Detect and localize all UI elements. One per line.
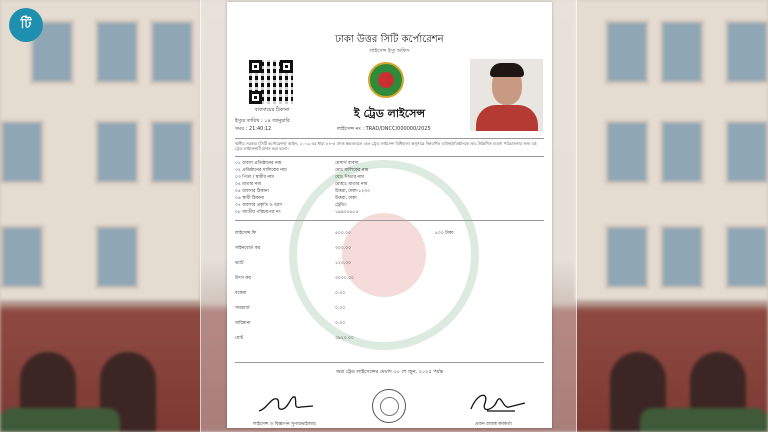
- info-row: [235, 202, 544, 209]
- fee-value: ১২০.০০: [335, 261, 352, 266]
- holder-photo: [470, 59, 543, 131]
- fee-label: মোট: [235, 336, 244, 341]
- issue-date: ইস্যুর তারিখ : ১৪ জানুয়ারি: [235, 118, 290, 124]
- info-label: ০২ প্রতিষ্ঠানের মালিকের নাম: [235, 168, 287, 173]
- fee-label: উৎস কর: [235, 276, 251, 281]
- fee-note: ৫০০ টাকা: [435, 231, 454, 236]
- trade-license-document: [227, 2, 552, 428]
- info-value: ট্রেডিং: [335, 203, 347, 208]
- issue-time: সময় : 21:40:12: [235, 126, 272, 132]
- fee-label: জরিমানা: [235, 321, 251, 326]
- fee-value: ৩০০.০০: [335, 246, 352, 251]
- fee-row: [235, 320, 544, 327]
- info-row: [235, 209, 544, 216]
- info-row: [235, 195, 544, 202]
- fee-value: ০.০০: [335, 321, 346, 326]
- fee-label: লাইসেন্স ফি: [235, 231, 257, 236]
- info-row: [235, 174, 544, 181]
- divider: [235, 156, 544, 157]
- divider: [235, 220, 544, 221]
- license-number: লাইসেন্স নং : TRAD/DNCC/000000/2025: [337, 126, 431, 132]
- fee-value: ০.০০: [335, 291, 346, 296]
- right-signature: [467, 389, 527, 417]
- fee-row: [235, 245, 544, 252]
- info-value: উত্তরা, ঢাকা-১২৩০: [335, 189, 370, 194]
- qr-code-icon: [249, 60, 293, 104]
- info-label: ০৫ ব্যবসার ঠিকানা: [235, 189, 269, 194]
- fee-value: ৩৯২০.০০: [335, 336, 354, 341]
- info-label: ০৭ ব্যবসার প্রকৃতি ও ধরণ: [235, 203, 282, 208]
- validity-text: অত্র ট্রেড লাইসেন্সের মেয়াদ ৩০ শে জুন, ২০২৫ পর্যন্ত: [336, 369, 443, 375]
- fee-label: সাইনবোর্ড কর: [235, 246, 261, 251]
- fee-row: [235, 335, 544, 342]
- info-value: মোঃ মালিকের নাম: [335, 168, 369, 173]
- official-seal-icon: [372, 389, 406, 423]
- divider: [235, 138, 544, 139]
- info-label: ০৪ মাতার নাম: [235, 182, 262, 187]
- left-signature-caption: লাইসেন্স ও বিজ্ঞাপন সুপারভাইজার: [253, 422, 316, 427]
- info-value: উত্তরা, ঢাকা: [335, 196, 357, 201]
- fee-row: [235, 230, 544, 237]
- info-label: ০১ ব্যবসা প্রতিষ্ঠানের নাম: [235, 161, 282, 166]
- fee-value: ০.০০: [335, 306, 346, 311]
- info-value: মোছাঃ মাতার নাম: [335, 182, 368, 187]
- authority-title: ঢাকা উত্তর সিটি কর্পোরেশন: [335, 34, 444, 45]
- sub-authority: লাইসেন্স ইস্যু অফিস: [369, 48, 410, 54]
- info-label: ০৬ স্থায়ী ঠিকানা: [235, 196, 265, 201]
- fee-label: ভ্যাট: [235, 261, 244, 266]
- fee-value: ৫০০.০০: [335, 231, 352, 236]
- info-row: [235, 181, 544, 188]
- divider: [235, 362, 544, 363]
- info-value: মোঃ পিতার নাম: [335, 175, 364, 180]
- qr-caption: ব্যবসায়ের ঠিকানা: [254, 107, 290, 113]
- fee-row: [235, 305, 544, 312]
- info-value: ১৯৯০২৬১৫: [335, 210, 359, 215]
- info-value: মেসার্স ব্যবসা: [335, 161, 359, 166]
- fee-value: ৩০০০.০০: [335, 276, 354, 281]
- right-signature-caption: প্রধান রাজস্ব কর্মকর্তা: [475, 422, 512, 427]
- info-row: [235, 160, 544, 167]
- channel-logo: টি: [9, 8, 43, 42]
- info-row: [235, 188, 544, 195]
- fee-row: [235, 275, 544, 282]
- fee-label: বকেয়া: [235, 291, 247, 296]
- info-label: ০৮ জাতীয় পরিচয়পত্র নং: [235, 210, 281, 215]
- fee-row: [235, 290, 544, 297]
- left-signature: [257, 389, 317, 417]
- intro-text: স্থানীয় সরকার (সিটি কর্পোরেশন) আইন, ২০০৯ এর ধারা ৮৪-এ প্রদত্ত ক্ষমতাবলে এবং ট্রেড লাইসেন্স বিধিমালা অনুসারে নিম্নবর্ণিত ব্যক্তি/প্রতিষ্ঠানকে তার উল্লিখিত ব্যবসা পরিচালনার জন্য এই ট্রেড লাইসেন্সটি প্রদান করা হলো।: [235, 141, 537, 151]
- info-row: [235, 167, 544, 174]
- city-corporation-emblem-icon: [368, 62, 404, 98]
- fee-row: [235, 260, 544, 267]
- fee-label: সারচার্জ: [235, 306, 250, 311]
- info-label: ০৩ পিতা / স্বামীর নাম: [235, 175, 274, 180]
- document-title: ই ট্রেড লাইসেন্স: [353, 107, 426, 120]
